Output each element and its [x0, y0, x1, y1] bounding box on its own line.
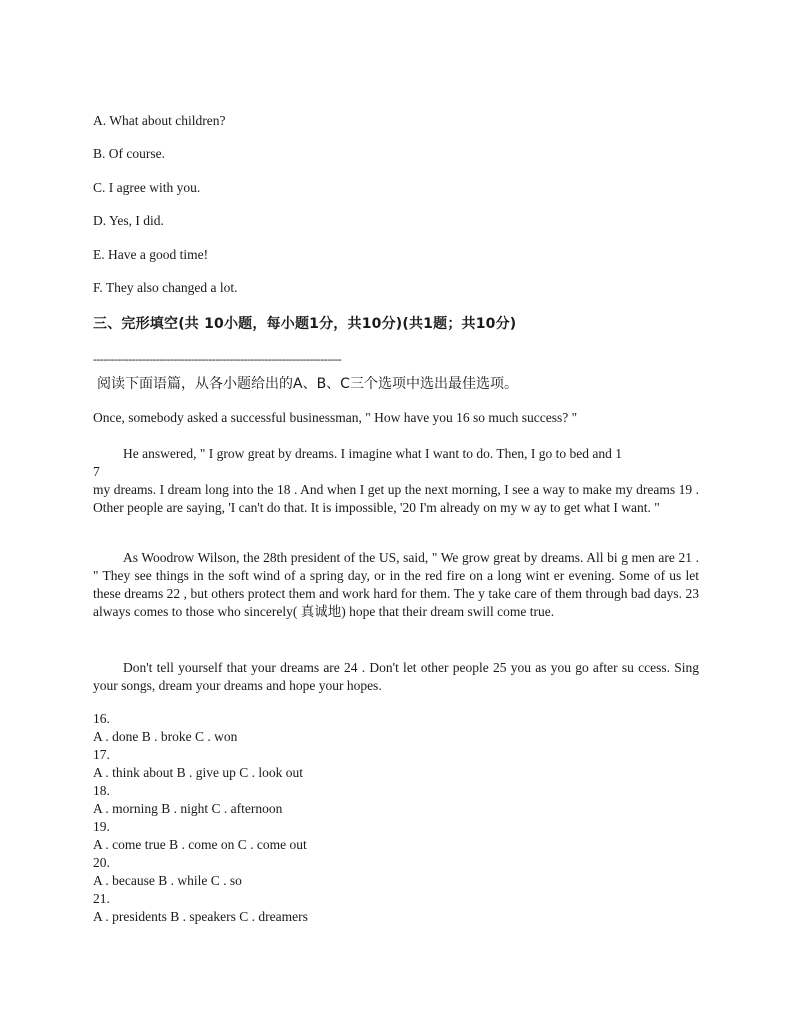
passage-paragraph-2-body: my dreams. I dream long into the 18 . And when I get up the next morning, I see a way to make my dreams 19 . Other people are saying, 'I can't do that. It is impossible, '20 I'm already on my w ay to get what I want. ": [93, 482, 699, 515]
question-number: 16.: [93, 711, 110, 726]
passage-paragraph-4-text: Don't tell yourself that your dreams are 24 . Don't let other people 25 you as you go after su ccess. Sing your songs, dream your dreams and hope your hopes.: [93, 660, 699, 693]
section-title: 三、完形填空(共 10小题，每小题1分，共10分)(共1题；共10分): [93, 316, 517, 332]
question-choices: A . come true B . come on C . come out: [93, 837, 307, 852]
question-number: 21.: [93, 891, 110, 906]
passage-line-1: Once, somebody asked a successful businessman, " How have you 16 so much success? ": [93, 410, 578, 425]
question-number: 18.: [93, 783, 110, 798]
option-e: E. Have a good time!: [93, 247, 209, 262]
question-choices: A . think about B . give up C . look out: [93, 765, 304, 780]
question-number: 19.: [93, 819, 110, 834]
passage-paragraph-2-first-line: He answered, " I grow great by dreams. I imagine what I want to do. Then, I go to bed and 1: [123, 446, 622, 461]
option-b: B. Of course.: [93, 146, 165, 161]
option-f: F. They also changed a lot.: [93, 280, 238, 295]
question-choices: A . done B . broke C . won: [93, 729, 238, 744]
question-number: 20.: [93, 855, 110, 870]
question-choices: A . because B . while C . so: [93, 873, 242, 888]
passage-paragraph-3: [93, 549, 699, 621]
passage-paragraph-2-wrap: 7: [93, 464, 100, 479]
passage-paragraph-3-text: As Woodrow Wilson, the 28th president of the US, said, " We grow great by dreams. All bi g men are 21 . " They see things in the soft wind of a spring day, or in the red fire on a long wint er evening. Some of us let these dreams 22 , but others protect them and work hard for them. The y take care of them through bad days. 23 always comes to those who sincerely( 真诚地) hope that their dream swill come true.: [93, 550, 699, 619]
option-d: D. Yes, I did.: [93, 213, 164, 228]
question-choices: A . morning B . night C . afternoon: [93, 801, 283, 816]
divider-line: -----------------------------------------------------------------------: [93, 352, 342, 366]
question-choices: A . presidents B . speakers C . dreamers: [93, 909, 308, 924]
option-c: C. I agree with you.: [93, 180, 201, 195]
passage-paragraph-2: [93, 445, 699, 517]
passage-paragraph-4: [93, 659, 699, 695]
instruction-text: 阅读下面语篇，从各小题给出的A、B、C三个选项中选出最佳选项。: [97, 376, 518, 392]
option-a: A. What about children?: [93, 113, 226, 128]
question-number: 17.: [93, 747, 110, 762]
